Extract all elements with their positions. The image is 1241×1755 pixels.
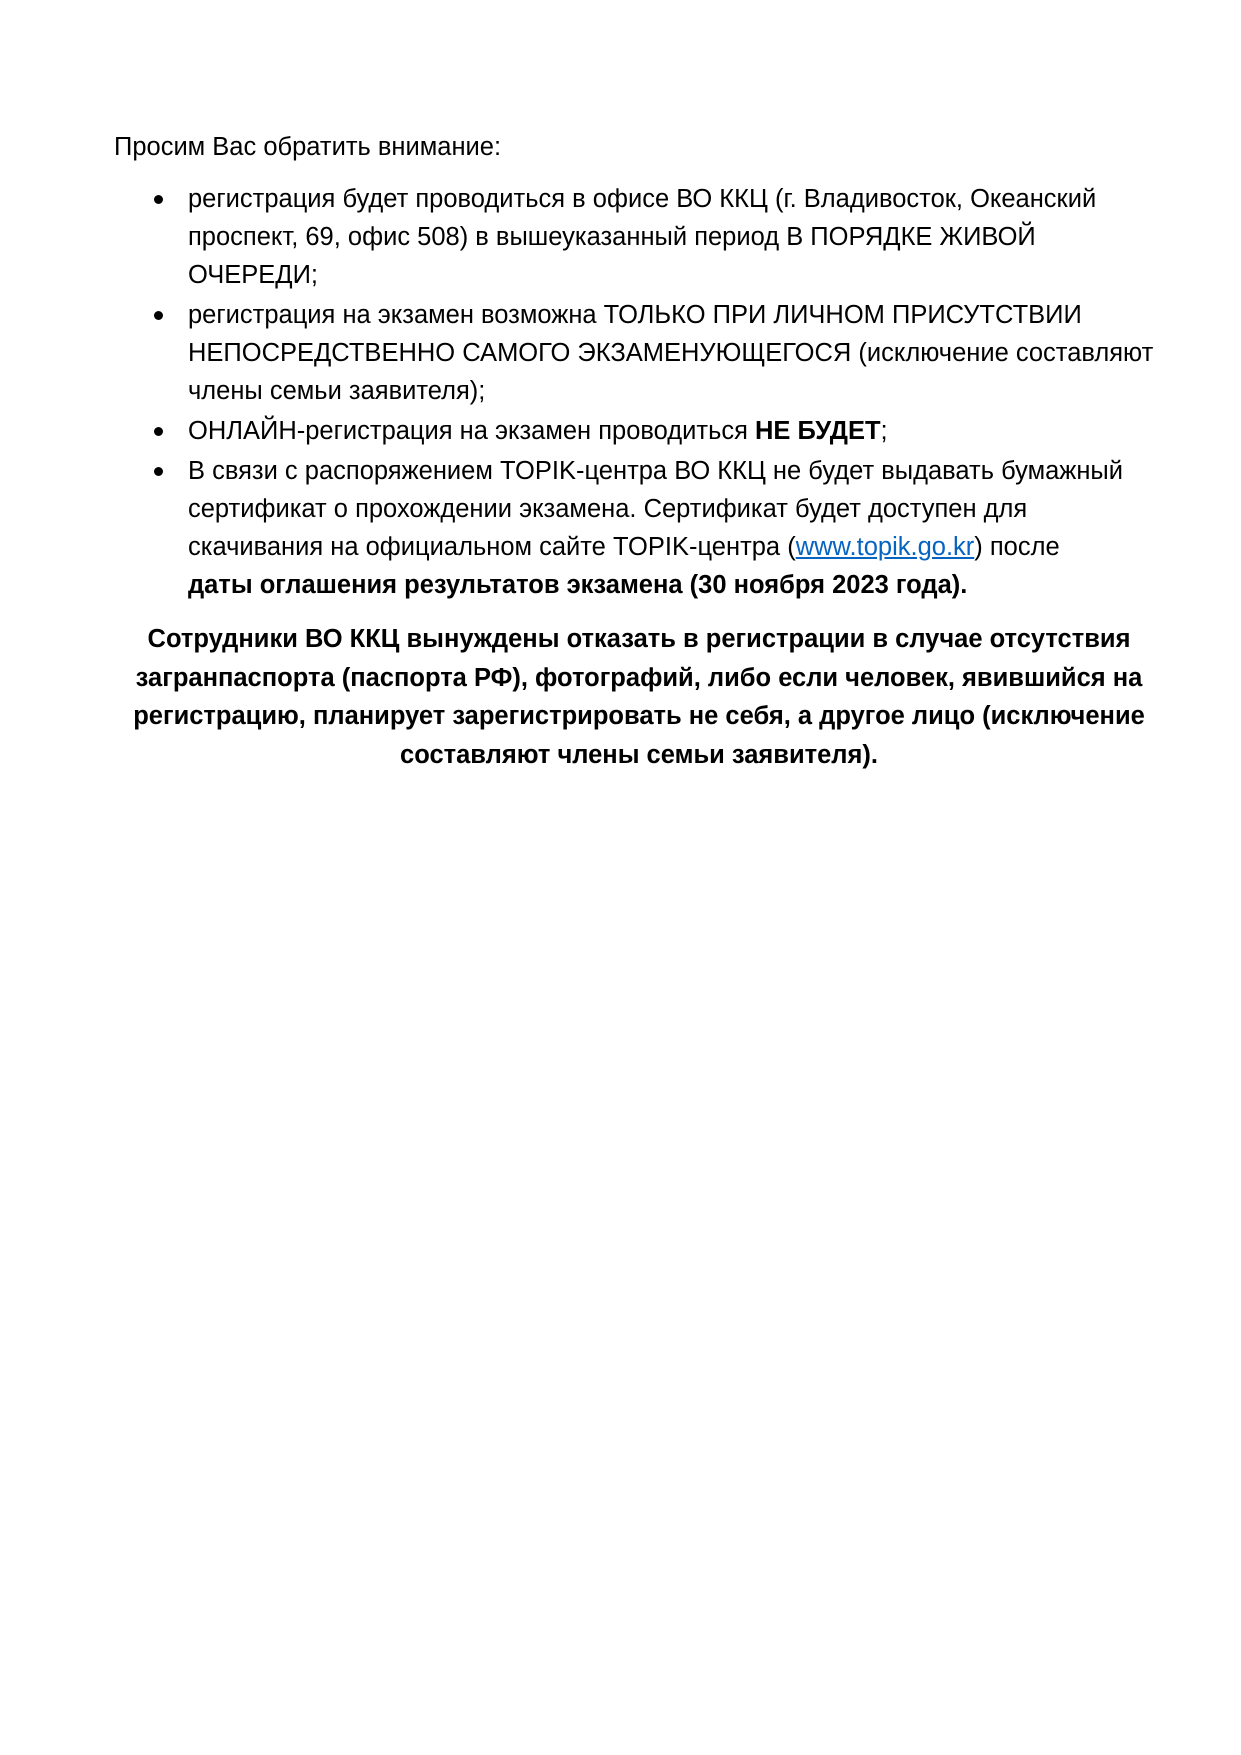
notes-list bbox=[114, 180, 1164, 604]
list-item-text: ОНЛАЙН-регистрация на экзамен проводиться bbox=[188, 417, 756, 445]
list-item bbox=[114, 296, 1164, 410]
bullet-icon bbox=[154, 427, 163, 436]
list-item-text: регистрация на экзамен возможна ТОЛЬКО ПРИ ЛИЧНОМ ПРИСУТСТВИИ НЕПОСРЕДСТВЕННО САМОГО ЭКЗАМЕНУЮЩЕГОСЯ (исключение составляют члены семьи заявителя); bbox=[188, 301, 1154, 405]
list-item-text: В связи с распоряжением TOPIK-центра ВО ККЦ не будет выдавать бумажный сертификат о прохождении экзамена. Сертификат будет доступен для скачивания на официальном сайте TOPIK-центра ( bbox=[188, 457, 1124, 561]
bullet-icon bbox=[154, 467, 163, 476]
document-body bbox=[114, 128, 1164, 774]
emphasis-text: НЕ БУДЕТ bbox=[755, 417, 881, 445]
topik-website-link[interactable]: www.topik.go.kr bbox=[795, 533, 975, 561]
warning-text: Сотрудники ВО ККЦ вынуждены отказать в регистрации в случае отсутствия загранпаспорта (паспорта РФ), фотографий, либо если человек, явившийся на регистрацию, планирует зарегистрировать не себя, а другое лицо (исключение составляют члены семьи заявителя). bbox=[133, 625, 1145, 769]
emphasis-text: даты оглашения результатов экзамена (30 ноября 2023 года). bbox=[188, 571, 968, 599]
intro-text: Просим Вас обратить внимание: bbox=[114, 133, 502, 161]
bullet-icon bbox=[154, 195, 163, 204]
list-item-text: регистрация будет проводиться в офисе ВО ККЦ (г. Владивосток, Океанский проспект, 69, офис 508) в вышеуказанный период В ПОРЯДКЕ ЖИВОЙ ОЧЕРЕДИ; bbox=[188, 185, 1097, 289]
list-item bbox=[114, 452, 1164, 604]
list-item bbox=[114, 412, 1164, 450]
bullet-icon bbox=[154, 311, 163, 320]
list-item-text: ; bbox=[880, 417, 888, 445]
list-item-text: ) после bbox=[974, 533, 1060, 561]
list-item bbox=[114, 180, 1164, 294]
